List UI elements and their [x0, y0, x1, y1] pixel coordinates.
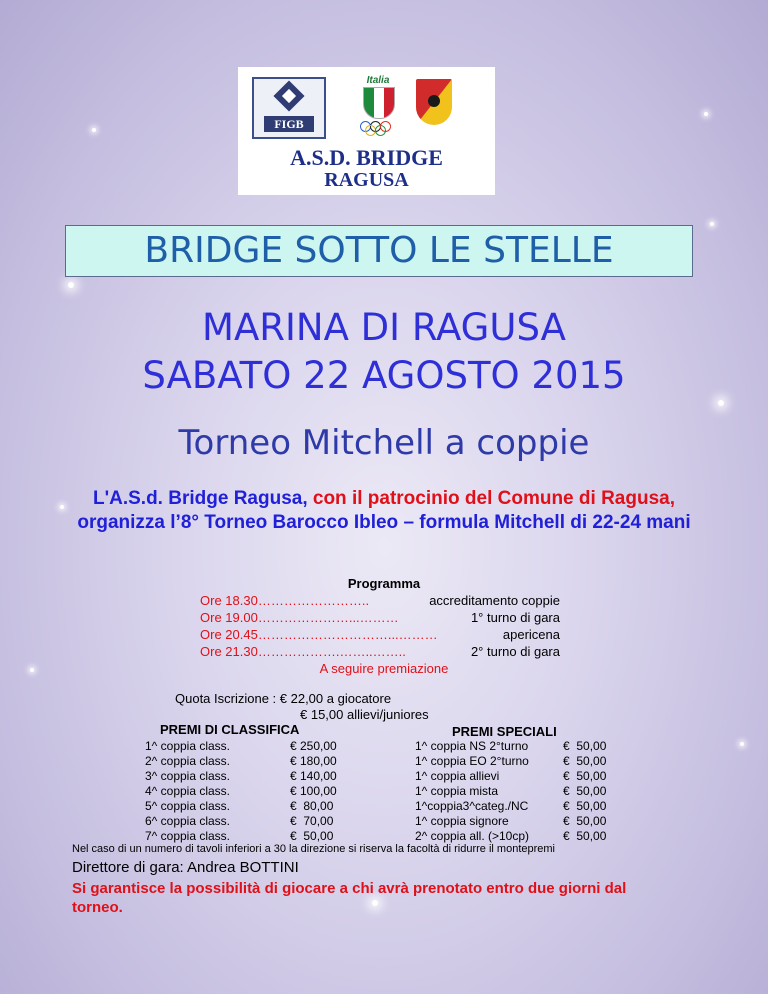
program-time: Ore 21.30 [200, 644, 258, 659]
star-decoration [718, 400, 724, 406]
special-prize-amount: € 50,00 [563, 784, 607, 798]
ranking-prize-label: 2^ coppia class. [145, 754, 231, 768]
special-prize-label: 2^ coppia all. (>10cp) [415, 829, 530, 843]
special-prize-label: 1^ coppia allievi [415, 769, 500, 783]
ranking-prize-amount: € 100,00 [290, 784, 337, 798]
figb-logo-text: FIGB [264, 116, 314, 132]
event-title-banner: BRIDGE SOTTO LE STELLE [65, 225, 693, 277]
ranking-prizes-heading: PREMI DI CLASSIFICA [160, 722, 300, 737]
special-prize-label: 1^coppia3^categ./NC [415, 799, 529, 813]
special-prize-label: 1^ coppia mista [415, 784, 499, 798]
figb-logo [252, 77, 326, 139]
program-activity: 2° turno di gara [470, 644, 560, 659]
special-prize-label: 1^ coppia EO 2°turno [415, 754, 529, 768]
program-dots: ……………….……..…….. [257, 644, 406, 659]
ranking-prize-amount: € 250,00 [290, 739, 337, 753]
program-row [200, 626, 560, 643]
fee-juniors: € 15,00 allievi/juniores [300, 707, 429, 722]
ranking-prize-amount: € 140,00 [290, 769, 337, 783]
tournament-director: Direttore di gara: Andrea BOTTINI [72, 859, 299, 876]
ranking-prize-label: 7^ coppia class. [145, 829, 231, 843]
special-prize-label: 1^ coppia signore [415, 814, 509, 828]
intro-details: organizza l’8° Torneo Barocco Ibleo – formula Mitchell di 22-24 mani [77, 512, 691, 533]
special-prize-amount: € 50,00 [563, 739, 607, 753]
reservation-guarantee: Si garantisce la possibilità di giocare a chi avrà prenotato entro due giorni dal torneo. [72, 880, 627, 916]
club-logo-name [238, 147, 495, 191]
ranking-prize-label: 5^ coppia class. [145, 799, 231, 813]
ranking-prize-label: 4^ coppia class. [145, 784, 231, 798]
program-dots: …………………….. [257, 593, 370, 608]
intro-patronage: con il patrocinio del Comune di Ragusa, [307, 488, 675, 509]
olympic-rings-icon [358, 121, 400, 135]
program-activity: 1° turno di gara [470, 610, 560, 625]
special-prize-amount: € 50,00 [563, 754, 607, 768]
ranking-prize-amount: € 180,00 [290, 754, 337, 768]
star-decoration [704, 112, 708, 116]
italian-flag-shield-icon [363, 87, 395, 119]
club-name-line1: A.S.D. BRIDGE [290, 145, 443, 170]
italia-logo-text: Italia [366, 75, 390, 86]
fee-players: Quota Iscrizione : € 22,00 a giocatore [175, 691, 392, 706]
program-row [200, 592, 560, 609]
ranking-prize-amount: € 50,00 [290, 829, 334, 843]
star-decoration [740, 742, 744, 746]
special-prizes-heading: PREMI SPECIALI [452, 724, 557, 739]
ranking-prize-label: 3^ coppia class. [145, 769, 231, 783]
club-name-line2: RAGUSA [324, 169, 409, 191]
program-activity: apericena [502, 627, 560, 642]
program-title: Programma [347, 576, 421, 591]
program-row [200, 609, 560, 626]
figb-emblem-icon [273, 80, 304, 111]
prize-reduction-note: Nel caso di un numero di tavoli inferiori a 30 la direzione si riserva la facoltà di ridurre il montepremi [72, 843, 555, 855]
event-location: MARINA DI RAGUSA [202, 306, 566, 349]
program-dots: …………………………...……… [257, 627, 438, 642]
program-row [200, 643, 560, 660]
ranking-prize-label: 1^ coppia class. [145, 739, 231, 753]
star-decoration [710, 222, 714, 226]
program-dots: …………………...……… [257, 610, 399, 625]
ranking-prize-amount: € 80,00 [290, 799, 334, 813]
intro-paragraph [60, 487, 708, 535]
program-activity: accreditamento coppie [429, 593, 560, 608]
coni-italia-logo [358, 75, 398, 135]
ranking-prize-label: 6^ coppia class. [145, 814, 231, 828]
star-decoration [92, 128, 96, 132]
program-time: Ore 18.30 [200, 593, 258, 608]
event-date: SABATO 22 AGOSTO 2015 [142, 354, 626, 397]
star-decoration [68, 282, 74, 288]
sicily-region-crest-icon [416, 79, 452, 125]
intro-organizer: L'A.S.d. Bridge Ragusa, [93, 488, 308, 509]
program-time: Ore 20.45 [200, 627, 258, 642]
special-prize-label: 1^ coppia NS 2°turno [415, 739, 529, 753]
program-time: Ore 19.00 [200, 610, 258, 625]
special-prize-amount: € 50,00 [563, 799, 607, 813]
program-awards-note: A seguire premiazione [319, 661, 449, 676]
logo-block [238, 67, 495, 195]
special-prize-amount: € 50,00 [563, 769, 607, 783]
ranking-prize-amount: € 70,00 [290, 814, 334, 828]
special-prize-amount: € 50,00 [563, 829, 607, 843]
special-prize-amount: € 50,00 [563, 814, 607, 828]
tournament-subtitle: Torneo Mitchell a coppie [178, 423, 590, 463]
